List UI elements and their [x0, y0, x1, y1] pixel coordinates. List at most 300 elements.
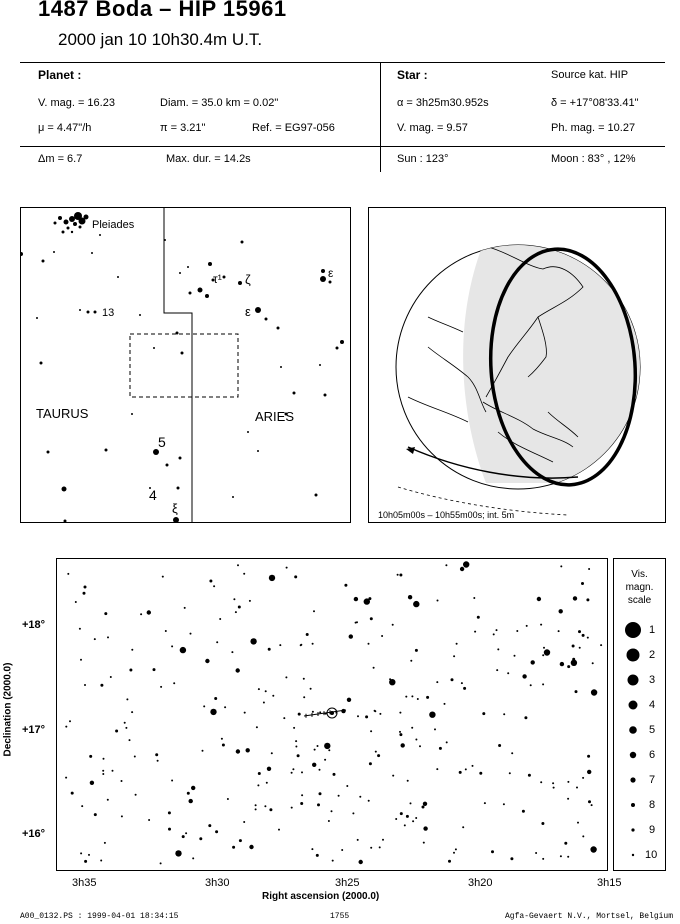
- field-star: [473, 597, 475, 599]
- field-star: [180, 647, 186, 653]
- field-star: [542, 654, 544, 656]
- field-star: [244, 712, 246, 714]
- field-star: [294, 575, 297, 578]
- field-star: [590, 846, 596, 852]
- field-star: [283, 717, 285, 719]
- field-star: [187, 792, 190, 795]
- field-star: [125, 727, 127, 729]
- field-star: [328, 749, 330, 751]
- field-star: [410, 660, 412, 662]
- field-star: [404, 824, 406, 826]
- field-star: [227, 798, 229, 800]
- field-star: [461, 682, 463, 684]
- field-star: [405, 696, 407, 698]
- field-star: [341, 709, 345, 713]
- field-star: [482, 712, 485, 715]
- legend-dot-10: [632, 854, 634, 856]
- legend-label-6: 6: [649, 749, 656, 761]
- field-star: [84, 586, 87, 589]
- field-star: [165, 630, 167, 632]
- field-star: [370, 617, 373, 620]
- field-star: [182, 835, 185, 838]
- field-star: [235, 611, 237, 613]
- event-datetime: 2000 jan 10 10h30.4m U.T.: [58, 30, 263, 49]
- field-star: [357, 839, 359, 841]
- field-star: [258, 772, 261, 775]
- field-star: [474, 631, 476, 633]
- legend-dot-4: [629, 701, 638, 710]
- field-star: [537, 597, 541, 601]
- finder-chart: [20, 207, 351, 523]
- field-star: [465, 768, 467, 770]
- xtick-3h20: 3h20: [468, 877, 493, 889]
- field-star: [540, 624, 542, 626]
- field-star: [370, 730, 372, 732]
- label-5: 5: [158, 434, 166, 450]
- star-source-catalog: Source kat. HIP: [551, 69, 629, 81]
- field-star: [267, 767, 271, 771]
- field-star: [503, 713, 505, 715]
- label-xi: ξ: [172, 501, 178, 516]
- field-star: [255, 804, 257, 806]
- divider-middle: [20, 146, 665, 147]
- field-star: [232, 846, 235, 849]
- field-star: [453, 852, 455, 854]
- field-star: [255, 808, 257, 810]
- field-star: [399, 574, 402, 577]
- field-star: [104, 612, 107, 615]
- field-star: [567, 798, 569, 800]
- field-star: [279, 644, 281, 646]
- field-star: [368, 800, 370, 802]
- field-star: [134, 756, 136, 758]
- field-star: [175, 850, 181, 856]
- field-star: [444, 703, 446, 705]
- planet-heading: Planet :: [38, 68, 82, 82]
- field-star: [268, 648, 271, 651]
- field-star: [357, 715, 359, 717]
- label-4: 4: [149, 487, 157, 503]
- field-star: [104, 842, 106, 844]
- field-star: [102, 773, 104, 775]
- field-star: [173, 682, 175, 684]
- field-star: [319, 792, 322, 795]
- field-star: [567, 781, 569, 783]
- field-star: [497, 648, 499, 650]
- label-epsilon-2: ε: [328, 266, 334, 280]
- label-zeta: ζ: [245, 272, 251, 287]
- field-star: [222, 744, 225, 747]
- globe-panel: [368, 207, 666, 523]
- legend-dots: [613, 618, 666, 868]
- field-star: [209, 580, 212, 583]
- field-star: [381, 635, 383, 637]
- field-star: [191, 786, 195, 790]
- field-star: [324, 743, 330, 749]
- sun-elongation: Sun : 123°: [397, 153, 449, 165]
- field-star: [102, 770, 104, 772]
- field-star: [297, 754, 300, 757]
- field-star: [354, 597, 358, 601]
- field-star: [312, 643, 314, 645]
- field-star: [341, 849, 343, 851]
- field-star: [285, 676, 287, 678]
- field-star: [332, 860, 334, 862]
- field-star: [246, 748, 250, 752]
- label-epsilon: ε: [245, 304, 251, 319]
- field-star: [84, 684, 86, 686]
- legend-title-line-1: Vis.: [631, 569, 648, 580]
- field-star: [411, 727, 413, 729]
- asteroid-track: [304, 710, 346, 716]
- field-star: [301, 794, 303, 796]
- field-star: [581, 582, 584, 585]
- field-star: [88, 854, 90, 856]
- xtick-3h15: 3h15: [597, 877, 622, 889]
- field-star: [84, 860, 87, 863]
- footer-file: A00_0132.PS : 1999-04-01 18:34:15: [20, 912, 179, 921]
- field-star: [215, 830, 218, 833]
- field-star: [587, 637, 589, 639]
- field-star: [543, 647, 545, 649]
- field-star: [236, 749, 240, 753]
- field-star: [526, 625, 528, 627]
- field-star: [434, 728, 436, 730]
- field-star: [224, 706, 226, 708]
- field-star: [317, 803, 320, 806]
- field-star: [131, 711, 133, 713]
- field-star: [221, 738, 223, 740]
- field-star: [578, 630, 581, 633]
- field-star: [439, 747, 442, 750]
- legend-dot-3: [628, 675, 639, 686]
- field-star: [448, 860, 451, 863]
- delta-magnitude: Δm = 6.7: [38, 153, 83, 165]
- field-star: [94, 813, 97, 816]
- field-star: [560, 855, 562, 857]
- field-star: [168, 811, 171, 814]
- field-star: [559, 609, 563, 613]
- label-13: 13: [102, 307, 115, 319]
- field-star: [233, 598, 235, 600]
- legend-title-line-3: scale: [627, 595, 652, 606]
- field-star: [407, 780, 409, 782]
- ytick-17: +17°: [22, 724, 46, 736]
- ra-axis-label: Right ascension (2000.0): [262, 891, 380, 902]
- field-star: [100, 684, 103, 687]
- field-star: [131, 649, 133, 651]
- field-star: [75, 601, 77, 603]
- field-star: [192, 857, 194, 859]
- field-star: [524, 716, 527, 719]
- legend-title: [613, 568, 666, 607]
- field-star: [266, 782, 268, 784]
- field-star: [295, 740, 297, 742]
- field-star: [258, 688, 260, 690]
- field-star: [542, 858, 544, 860]
- field-star: [100, 860, 102, 862]
- field-star: [541, 822, 544, 825]
- field-star: [509, 772, 511, 774]
- legend-label-2: 2: [649, 649, 656, 661]
- field-star: [544, 649, 550, 655]
- field-star: [365, 715, 368, 718]
- field-star: [69, 720, 71, 722]
- field-star: [148, 819, 150, 821]
- field-star: [415, 649, 418, 652]
- field-star: [94, 638, 96, 640]
- field-star: [573, 596, 577, 600]
- legend-label-10: 10: [645, 849, 658, 861]
- field-star: [67, 573, 69, 575]
- legend-label-7: 7: [649, 774, 656, 786]
- field-star: [392, 775, 394, 777]
- field-star: [303, 696, 305, 698]
- field-star: [257, 784, 259, 786]
- field-star: [243, 573, 245, 575]
- field-star: [190, 633, 192, 635]
- field-star: [392, 624, 394, 626]
- declination-axis-label: Declination (2000.0): [2, 662, 14, 757]
- field-star: [210, 709, 216, 715]
- label-pleiades: Pleiades: [92, 219, 135, 231]
- field-star: [205, 659, 209, 663]
- field-star: [410, 802, 412, 804]
- field-star: [231, 651, 233, 653]
- field-star: [126, 698, 128, 700]
- field-star: [346, 785, 348, 787]
- field-star: [399, 731, 401, 733]
- field-star: [375, 751, 377, 753]
- field-star: [79, 628, 81, 630]
- field-star: [291, 807, 293, 809]
- field-star: [107, 636, 109, 638]
- star-declination: δ = +17°08'33.41": [551, 97, 639, 109]
- moon-info: Moon : 83° , 12%: [551, 153, 636, 165]
- field-star: [463, 687, 466, 690]
- star-chart-field: [56, 558, 608, 871]
- field-star: [129, 669, 132, 672]
- field-star: [298, 713, 301, 716]
- page-title: 1487 Boda – HIP 15961: [38, 0, 287, 21]
- field-star: [121, 815, 123, 817]
- field-star: [71, 792, 74, 795]
- field-star: [496, 669, 498, 671]
- field-star: [171, 645, 173, 647]
- field-star: [324, 759, 326, 761]
- field-star: [399, 733, 402, 736]
- field-star: [400, 812, 403, 815]
- field-star: [462, 826, 464, 828]
- field-star: [374, 710, 376, 712]
- target-star: [304, 708, 346, 718]
- field-star: [300, 802, 303, 805]
- planet-reference: Ref. = EG97-056: [252, 122, 335, 134]
- field-star: [530, 684, 532, 686]
- field-star: [535, 852, 537, 854]
- field-star: [560, 565, 562, 567]
- field-star: [208, 824, 211, 827]
- field-star: [331, 810, 333, 812]
- field-star: [516, 630, 518, 632]
- field-star: [422, 806, 425, 809]
- field-star: [511, 752, 513, 754]
- legend-label-4: 4: [649, 699, 656, 711]
- field-star: [379, 846, 381, 848]
- field-star: [263, 702, 265, 704]
- field-star: [600, 644, 602, 646]
- legend-dot-5: [629, 726, 637, 734]
- legend-label-9: 9: [649, 824, 656, 836]
- field-star: [379, 713, 381, 715]
- footer-credit: Agfa-Gevaert N.V., Mortsel, Belgium: [505, 912, 674, 921]
- field-star: [491, 850, 494, 853]
- field-star: [303, 678, 305, 680]
- field-star: [493, 633, 495, 635]
- field-star: [160, 862, 162, 864]
- field-star: [147, 610, 151, 614]
- field-star: [65, 777, 67, 779]
- star-phmag: Ph. mag. = 10.27: [551, 122, 636, 134]
- field-star: [423, 826, 427, 830]
- field-star: [291, 772, 293, 774]
- field-star: [135, 794, 137, 796]
- field-star: [591, 689, 597, 695]
- field-star: [572, 658, 575, 661]
- field-star: [401, 743, 405, 747]
- field-star: [278, 829, 280, 831]
- field-star: [587, 770, 591, 774]
- field-star: [436, 768, 438, 770]
- field-star: [306, 633, 309, 636]
- field-star: [463, 561, 469, 567]
- star-vmag: V. mag. = 9.57: [397, 122, 468, 134]
- field-star: [582, 835, 584, 837]
- field-star: [292, 768, 294, 770]
- star-right-ascension: α = 3h25m30.952s: [397, 97, 489, 109]
- field-star: [216, 641, 218, 643]
- field-star: [202, 750, 204, 752]
- field-star: [333, 773, 336, 776]
- field-star: [236, 668, 240, 672]
- field-star: [451, 678, 454, 681]
- field-star: [269, 575, 275, 581]
- field-star: [459, 771, 462, 774]
- field-star: [588, 800, 591, 803]
- field-star: [368, 597, 371, 600]
- footer-number: 1755: [330, 912, 350, 921]
- field-star: [293, 727, 295, 729]
- field-star: [377, 754, 380, 757]
- field-star: [507, 672, 509, 674]
- field-star: [344, 584, 347, 587]
- field-star: [586, 598, 589, 601]
- legend-dot-2: [627, 649, 640, 662]
- field-star: [479, 772, 482, 775]
- field-star: [286, 567, 288, 569]
- field-star: [455, 848, 457, 850]
- field-star: [370, 847, 372, 849]
- field-star: [243, 821, 245, 823]
- field-star: [89, 755, 92, 758]
- field-star: [582, 777, 584, 779]
- divider-vertical: [380, 62, 381, 172]
- field-star: [300, 644, 302, 646]
- field-star: [238, 606, 241, 609]
- field-star: [411, 695, 413, 697]
- legend-title-line-2: magn.: [625, 582, 654, 593]
- field-star: [542, 683, 544, 685]
- field-star: [115, 730, 118, 733]
- field-star: [397, 574, 399, 576]
- field-star: [160, 686, 162, 688]
- field-star: [249, 845, 253, 849]
- field-star: [213, 585, 215, 587]
- field-star: [65, 726, 67, 728]
- field-star: [560, 662, 564, 666]
- field-star: [349, 634, 353, 638]
- legend-dot-9: [631, 828, 634, 831]
- field-star: [373, 667, 375, 669]
- field-star: [328, 820, 330, 822]
- field-star: [250, 638, 256, 644]
- field-star: [171, 780, 173, 782]
- field-star: [472, 765, 474, 767]
- field-star: [272, 695, 274, 697]
- field-star: [579, 647, 581, 649]
- field-star: [312, 763, 316, 767]
- field-star: [576, 787, 578, 789]
- field-star: [80, 852, 82, 854]
- field-star: [415, 739, 417, 741]
- field-star: [477, 616, 480, 619]
- field-star: [368, 643, 370, 645]
- field-star: [203, 705, 205, 707]
- ytick-18: +18°: [22, 619, 46, 631]
- field-star: [319, 769, 321, 771]
- field-star: [540, 781, 542, 783]
- field-star: [265, 690, 267, 692]
- field-star: [352, 812, 354, 814]
- field-star: [237, 564, 239, 566]
- planet-diameter: Diam. = 35.0 km = 0.02": [160, 97, 279, 109]
- planet-motion: μ = 4.47"/h: [38, 122, 92, 134]
- field-star: [199, 837, 202, 840]
- field-star: [436, 681, 438, 683]
- planet-vmag: V. mag. = 16.23: [38, 97, 115, 109]
- divider-top: [20, 62, 665, 63]
- legend-dot-8: [631, 803, 635, 807]
- field-star: [415, 817, 417, 819]
- field-star: [295, 746, 297, 748]
- field-star: [249, 600, 251, 602]
- field-star: [347, 698, 351, 702]
- field-star: [359, 860, 363, 864]
- legend-label-3: 3: [649, 674, 656, 686]
- field-star: [408, 595, 412, 599]
- field-star: [496, 629, 498, 631]
- field-star: [587, 755, 590, 758]
- field-star: [426, 696, 429, 699]
- field-star: [359, 796, 361, 798]
- label-taurus: TAURUS: [36, 406, 89, 421]
- field-star: [90, 781, 94, 785]
- xtick-3h25: 3h25: [335, 877, 360, 889]
- field-star: [553, 787, 555, 789]
- field-star: [239, 839, 242, 842]
- star-heading: Star :: [397, 68, 428, 82]
- field-star: [162, 576, 164, 578]
